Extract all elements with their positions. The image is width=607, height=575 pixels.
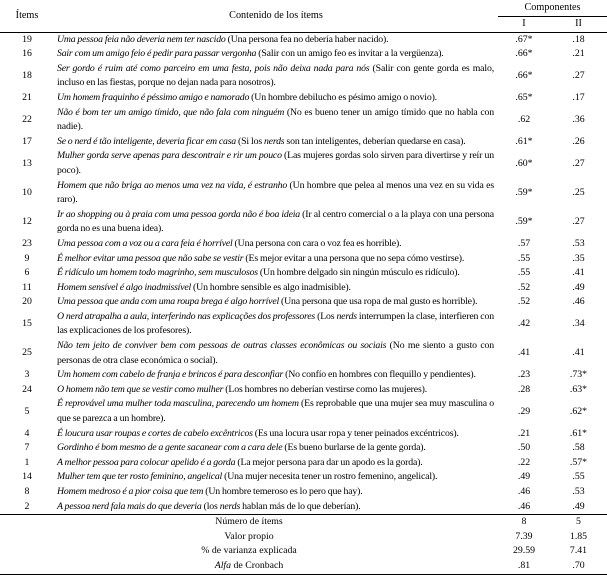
component-2-loading-cell: .73* — [569, 369, 588, 381]
table-row — [0, 397, 607, 426]
header-items: Ítems — [15, 10, 39, 21]
item-text-portuguese: Mulher gorda serve apenas para descontrair e rir um pouco — [57, 150, 282, 162]
component-2-loading-cell: .36 — [572, 113, 585, 125]
item-text-spanish: (Es mejor evitar a una persona que no sepa cómo vestirse). — [245, 252, 465, 264]
item-content-cell — [54, 32, 498, 47]
component-1-loading-cell: .61* — [515, 135, 533, 147]
component-1-loading-cell: .60* — [515, 157, 533, 169]
item-number-cell: 21 — [22, 91, 32, 103]
item-number-cell: 20 — [22, 296, 32, 308]
item-text-spanish: (Un hombre sensible es algo inadmisible). — [193, 281, 351, 293]
component-2-loading-cell: .49 — [572, 281, 585, 293]
item-text-spanish: (Si los nerds son tan inteligentes, deberían quedarse en casa). — [238, 135, 466, 147]
table-row — [0, 106, 607, 135]
item-text-spanish: (Los hombres no deberían vestirse como las mujeres). — [225, 383, 428, 395]
item-text-spanish: (Es una locura usar ropa y tener peinados excéntricos). — [254, 427, 459, 439]
table-body — [0, 32, 607, 515]
component-2-loading-cell: .57* — [569, 456, 588, 468]
table-row — [0, 485, 607, 500]
item-number-cell: 10 — [22, 186, 32, 198]
item-text-portuguese: Mulher tem que ter rosto feminino, angelical — [57, 471, 223, 483]
component-2-loading-cell: .21 — [572, 48, 585, 60]
component-2-loading-cell: .34 — [572, 318, 585, 330]
component-1-loading-cell: .59* — [515, 216, 533, 228]
item-text-spanish: (Un hombre temeroso es lo pero que hay). — [205, 486, 363, 497]
item-number-cell: 18 — [22, 70, 32, 82]
item-content-cell — [54, 500, 498, 515]
summary-label-italic: Alfa — [214, 559, 232, 571]
table-row — [0, 47, 607, 62]
component-2-loading-cell: .55 — [572, 471, 585, 483]
component-1-loading-cell: .52 — [517, 281, 531, 293]
component-1-loading-cell: .46 — [517, 486, 531, 497]
summary-label: Número de ítems — [215, 516, 283, 528]
summary-label: Valor propio — [224, 530, 274, 542]
item-text-portuguese: Sair com um amigo feio é pedir para passar vergonha — [57, 48, 257, 60]
item-text-portuguese: Uma pessoa que anda com uma roupa brega é algo horrível — [57, 296, 280, 308]
component-1-loading-cell: .55 — [517, 267, 531, 279]
item-number-cell: 24 — [22, 383, 32, 395]
item-content-cell — [54, 339, 498, 368]
factor-loadings-table — [0, 1, 607, 575]
table-row — [0, 208, 607, 237]
item-number-cell: 7 — [24, 442, 30, 454]
item-text-spanish: (Una persona fea no debería haber nacido). — [227, 33, 389, 45]
item-text-portuguese: É loucura usar roupas e cortes de cabelo excêntricos — [57, 427, 253, 439]
item-text-spanish: (Un hombre que pelea al menos una vez en su vida es raro). — [57, 179, 495, 206]
header-components: Componentes — [498, 1, 607, 17]
component-2-loading-cell: .35 — [572, 252, 585, 264]
table-row — [0, 281, 607, 296]
summary-label-cell — [0, 530, 498, 545]
component-2-loading-cell: .26 — [572, 135, 585, 147]
item-number-cell: 14 — [22, 471, 32, 483]
item-text-portuguese: Um homem com cabelo de franja e brincos é para desconfiar — [57, 369, 284, 381]
item-content-cell — [54, 383, 498, 398]
item-text-portuguese: Uma pessoa com a voz ou a cara feia é horrível — [57, 237, 233, 249]
item-content-cell — [54, 310, 498, 339]
item-number-cell: 5 — [24, 405, 30, 417]
component-2-loading-cell: .63* — [569, 383, 588, 395]
table-row — [0, 427, 607, 442]
item-content-cell — [54, 266, 498, 281]
item-text-spanish: (los nerds hablan más de lo que deberían). — [203, 500, 361, 512]
table-row — [0, 179, 607, 208]
item-number-cell: 15 — [22, 318, 32, 330]
component-1-loading-cell: .52 — [517, 296, 531, 308]
header-component-2: II — [575, 18, 582, 29]
table-header — [0, 1, 607, 32]
summary-component-1-cell: .81 — [517, 559, 531, 571]
component-1-loading-cell: .46 — [517, 500, 531, 512]
item-number-cell: 4 — [24, 427, 30, 439]
item-text-spanish: (Salir con gente gorda es malo, incluso en las fiestas, porque no dejan nada para nosotros). — [57, 62, 495, 89]
component-2-loading-cell: .27 — [572, 157, 585, 169]
component-2-loading-cell: .18 — [572, 33, 585, 45]
item-number-cell: 17 — [22, 135, 32, 147]
component-2-loading-cell: .17 — [572, 91, 585, 103]
table-row — [0, 237, 607, 252]
item-number-cell: 1 — [24, 456, 30, 468]
item-content-cell — [54, 295, 498, 310]
item-text-portuguese: Gordinho é bom mesmo de a gente sacanear com a cara dele — [57, 442, 283, 454]
item-text-spanish: (Las mujeres gordas solo sirven para divertirse y reír un poco). — [57, 150, 494, 176]
item-content-cell — [54, 208, 498, 237]
component-1-loading-cell: .21 — [517, 427, 531, 439]
component-2-loading-cell: .49 — [572, 500, 585, 512]
component-2-loading-cell: .53 — [572, 486, 585, 497]
item-text-portuguese: Não tem jeito de conviver bem com pessoas de outras classes econômicas ou sociais — [57, 340, 387, 352]
component-1-loading-cell: .29 — [517, 405, 531, 417]
item-content-cell — [54, 485, 498, 500]
item-text-portuguese: Ir ao shopping ou à praia com uma pessoa gorda não é boa ideia — [57, 208, 300, 220]
table-row — [0, 383, 607, 398]
item-text-spanish: (Un hombre delgado sin ningún músculo es ridículo). — [259, 267, 460, 279]
component-1-loading-cell: .42 — [517, 318, 531, 330]
component-1-loading-cell: .66* — [515, 70, 533, 82]
item-content-cell — [54, 62, 498, 91]
item-number-cell: 8 — [24, 486, 30, 497]
summary-row — [0, 544, 607, 559]
item-text-portuguese: É melhor evitar uma pessoa que não sabe se vestir — [57, 252, 244, 264]
item-text-portuguese: A melhor pessoa para colocar apelido é a gorda — [57, 456, 236, 468]
table-row — [0, 135, 607, 150]
item-number-cell: 16 — [22, 48, 32, 60]
summary-label-cell — [0, 559, 498, 574]
component-1-loading-cell: .49 — [517, 471, 531, 483]
item-number-cell: 2 — [24, 500, 30, 512]
item-number-cell: 9 — [24, 252, 30, 264]
item-text-spanish: (Una mujer necesita tener un rostro femenino, angelical). — [224, 471, 438, 483]
item-content-cell — [54, 441, 498, 456]
component-2-loading-cell: .41 — [572, 267, 585, 279]
item-number-cell: 13 — [22, 157, 32, 169]
component-1-loading-cell: .67* — [515, 33, 533, 45]
item-text-spanish: (Una persona con cara o voz fea es horrible). — [234, 237, 402, 249]
component-2-loading-cell: .53 — [572, 237, 585, 249]
item-text-spanish: (Una persona que usa ropa de mal gusto es horrible). — [281, 296, 478, 308]
component-1-loading-cell: .22 — [517, 456, 531, 468]
component-1-loading-cell: .57 — [517, 237, 531, 249]
item-text-portuguese: É reprovável uma mulher toda masculina, parecendo um homem — [57, 398, 299, 410]
component-1-loading-cell: .23 — [517, 369, 531, 381]
item-text-portuguese: Homem sensível é algo inadmissível — [57, 281, 192, 293]
summary-row — [0, 530, 607, 545]
table-footer — [0, 515, 607, 574]
header-row-1 — [0, 1, 607, 17]
table-row — [0, 91, 607, 106]
item-text-spanish: (No me siento a gusto con personas de otra clase económica o social). — [57, 340, 495, 366]
component-2-loading-cell: .27 — [572, 70, 585, 82]
item-content-cell — [54, 91, 498, 106]
table-row — [0, 500, 607, 515]
item-text-portuguese: A pessoa nerd fala mais do que deveria — [57, 500, 202, 512]
component-2-loading-cell: .41 — [572, 347, 585, 359]
header-content: Contenido de los ítems — [229, 10, 323, 21]
summary-row — [0, 559, 607, 574]
item-text-spanish: (Ir al centro comercial o a la playa con una persona gorda no es una buena idea). — [57, 208, 495, 235]
item-text-portuguese: Se o nerd é tão inteligente, deveria ficar em casa — [57, 135, 237, 147]
item-number-cell: 25 — [22, 347, 32, 359]
summary-label: % de varianza explicada — [201, 545, 297, 557]
table-row — [0, 266, 607, 281]
component-1-loading-cell: .62 — [517, 113, 531, 125]
component-1-loading-cell: .66* — [515, 48, 533, 60]
summary-label-cell — [0, 544, 498, 559]
component-2-loading-cell: .27 — [572, 216, 585, 228]
summary-component-2-cell: .70 — [572, 559, 585, 571]
component-2-loading-cell: .62* — [569, 405, 588, 417]
item-text-portuguese: Homem que não briga ao menos uma vez na vida, é estranho — [57, 179, 288, 191]
item-text-portuguese: Homem medroso é a pior coisa que tem — [57, 486, 204, 497]
item-content-cell — [54, 456, 498, 471]
item-text-spanish: (La mejor persona para dar un apodo es la gorda). — [237, 456, 423, 468]
item-text-portuguese: O homem não tem que se vestir como mulher — [57, 383, 224, 395]
component-1-loading-cell: .55 — [517, 252, 531, 264]
table-row — [0, 339, 607, 368]
summary-component-2-cell: 1.85 — [569, 530, 588, 542]
item-content-cell — [54, 470, 498, 485]
item-text-spanish: (No es bueno tener un amigo tímido que no habla con nadie). — [57, 106, 495, 133]
item-content-cell — [54, 252, 498, 267]
header-component-1: I — [522, 18, 526, 29]
component-1-loading-cell: .59* — [515, 186, 533, 198]
summary-component-1-cell: 29.59 — [512, 545, 536, 557]
table-row — [0, 470, 607, 485]
item-text-portuguese: Não é bom ter um amigo tímido, que não fala com ninguém — [57, 106, 285, 118]
item-text-spanish: (Un hombre debilucho es pésimo amigo o novio). — [251, 91, 437, 103]
item-text-spanish: (Los nerds interrumpen la clase, interfieren con las explicaciones de los profesores). — [57, 310, 494, 337]
table-row — [0, 295, 607, 310]
item-number-cell: 23 — [22, 237, 32, 249]
component-1-loading-cell: .65* — [515, 91, 533, 103]
item-content-cell — [54, 368, 498, 383]
component-1-loading-cell: .41 — [517, 347, 531, 359]
summary-row — [0, 515, 607, 530]
item-content-cell — [54, 397, 498, 426]
summary-component-2-cell: 7.41 — [569, 545, 588, 557]
item-content-cell — [54, 281, 498, 296]
item-text-portuguese: Um homem fraquinho é péssimo amigo e namorado — [57, 91, 250, 103]
table-row — [0, 32, 607, 47]
component-2-loading-cell: .58 — [572, 442, 585, 454]
item-content-cell — [54, 179, 498, 208]
table-row — [0, 62, 607, 91]
item-content-cell — [54, 149, 498, 178]
item-text-portuguese: É ridículo um homem todo magrinho, sem musculosos — [57, 267, 258, 279]
summary-component-1-cell: 7.39 — [515, 530, 533, 542]
item-text-spanish: (Salir con un amigo feo es invitar a la vergüenza). — [258, 48, 444, 60]
item-text-spanish: (Es bueno burlarse de la gente gorda). — [284, 442, 426, 454]
summary-component-1-cell: 8 — [521, 516, 527, 528]
item-content-cell — [54, 47, 498, 62]
item-content-cell — [54, 427, 498, 442]
item-text-portuguese: O nerd atrapalha a aula, interferindo nas explicações dos professores — [57, 310, 316, 322]
component-2-loading-cell: .61* — [569, 427, 588, 439]
item-text-portuguese: Uma pessoa feia não deveria nem ter nascido — [57, 33, 226, 45]
component-2-loading-cell: .25 — [572, 186, 585, 198]
item-number-cell: 19 — [22, 33, 32, 45]
component-1-loading-cell: .50 — [517, 442, 531, 454]
table-row — [0, 252, 607, 267]
item-number-cell: 11 — [22, 281, 32, 293]
component-2-loading-cell: .46 — [572, 296, 585, 308]
table-row — [0, 149, 607, 178]
summary-label-cell — [0, 515, 498, 530]
item-text-spanish: (No confío en hombres con flequillo y pendientes). — [285, 369, 476, 381]
item-number-cell: 6 — [24, 267, 30, 279]
summary-label: de Cronbach — [231, 559, 284, 571]
table-row — [0, 368, 607, 383]
item-number-cell: 22 — [22, 113, 32, 125]
item-content-cell — [54, 106, 498, 135]
table-row — [0, 441, 607, 456]
item-number-cell: 12 — [22, 216, 32, 228]
item-number-cell: 3 — [24, 369, 30, 381]
table-row — [0, 310, 607, 339]
item-content-cell — [54, 237, 498, 252]
item-text-spanish: (Es reprobable que una mujer sea muy masculina o que se parezca a un hombre). — [57, 398, 495, 425]
item-content-cell — [54, 135, 498, 150]
summary-component-2-cell: 5 — [576, 516, 581, 528]
component-1-loading-cell: .28 — [517, 383, 531, 395]
table-row — [0, 456, 607, 471]
item-text-portuguese: Ser gordo é ruim até como parceiro em uma festa, pois não deixa nada para nós — [57, 62, 370, 74]
